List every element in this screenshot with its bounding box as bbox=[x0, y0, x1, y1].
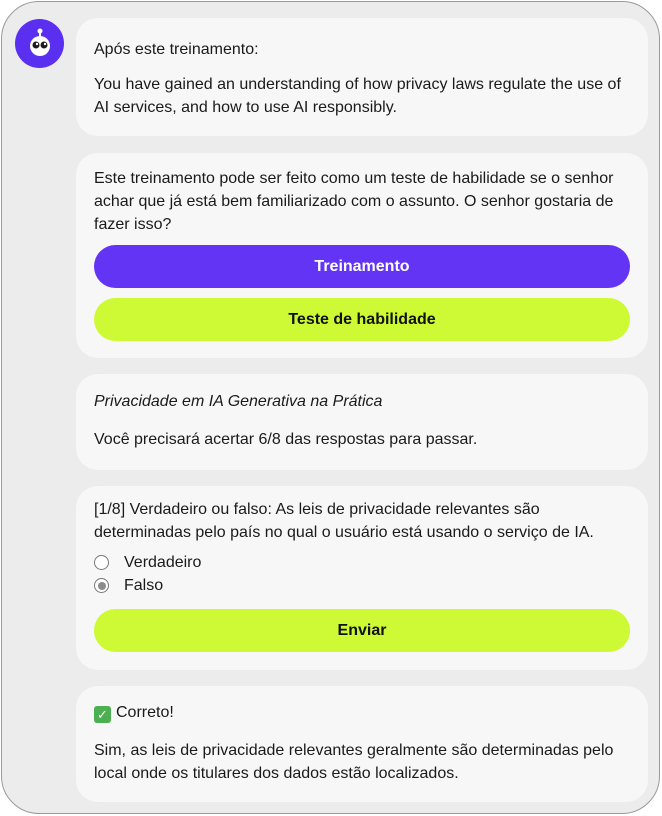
radio-verdadeiro[interactable] bbox=[94, 555, 109, 570]
option-verdadeiro[interactable] bbox=[94, 551, 630, 574]
intro-message-card bbox=[76, 18, 648, 136]
quiz-title: Privacidade em IA Generativa na Prática bbox=[94, 393, 383, 410]
training-button[interactable]: Treinamento bbox=[94, 245, 630, 288]
option-label: Verdadeiro bbox=[124, 554, 202, 571]
submit-button[interactable]: Enviar bbox=[94, 609, 630, 652]
option-label: Falso bbox=[124, 577, 164, 594]
feedback-card bbox=[76, 686, 648, 802]
radio-falso[interactable] bbox=[94, 578, 109, 593]
bot-avatar-icon bbox=[15, 19, 64, 68]
chat-window bbox=[1, 1, 660, 814]
question-text: [1/8] Verdadeiro ou falso: As leis de privacidade relevantes são determinadas pelo país no qual o usuário está usando o serviço de IA. bbox=[94, 501, 594, 541]
skill-test-button[interactable]: Teste de habilidade bbox=[94, 298, 630, 341]
quiz-info-card bbox=[76, 374, 648, 470]
choice-message-card bbox=[76, 153, 648, 358]
quiz-requirement: Você precisará acertar 6/8 das respostas para passar. bbox=[94, 431, 478, 448]
question-card bbox=[76, 486, 648, 670]
choice-prompt: Este treinamento pode ser feito como um teste de habilidade se o senhor achar que já está bem familiarizado com o assunto. O senhor gostaria de fazer isso? bbox=[94, 170, 614, 233]
option-falso[interactable] bbox=[94, 574, 630, 597]
check-mark-icon: ✓ bbox=[94, 706, 111, 723]
feedback-status: Correto! bbox=[116, 704, 174, 721]
intro-body: You have gained an understanding of how privacy laws regulate the use of AI services, and how to use AI responsibly. bbox=[94, 76, 621, 116]
feedback-explanation: Sim, as leis de privacidade relevantes geralmente são determinadas pelo local onde os titulares dos dados estão localizados. bbox=[94, 742, 614, 782]
intro-heading: Após este treinamento: bbox=[94, 41, 259, 58]
feedback-status-line bbox=[94, 701, 630, 724]
robot-face-icon bbox=[23, 27, 57, 61]
